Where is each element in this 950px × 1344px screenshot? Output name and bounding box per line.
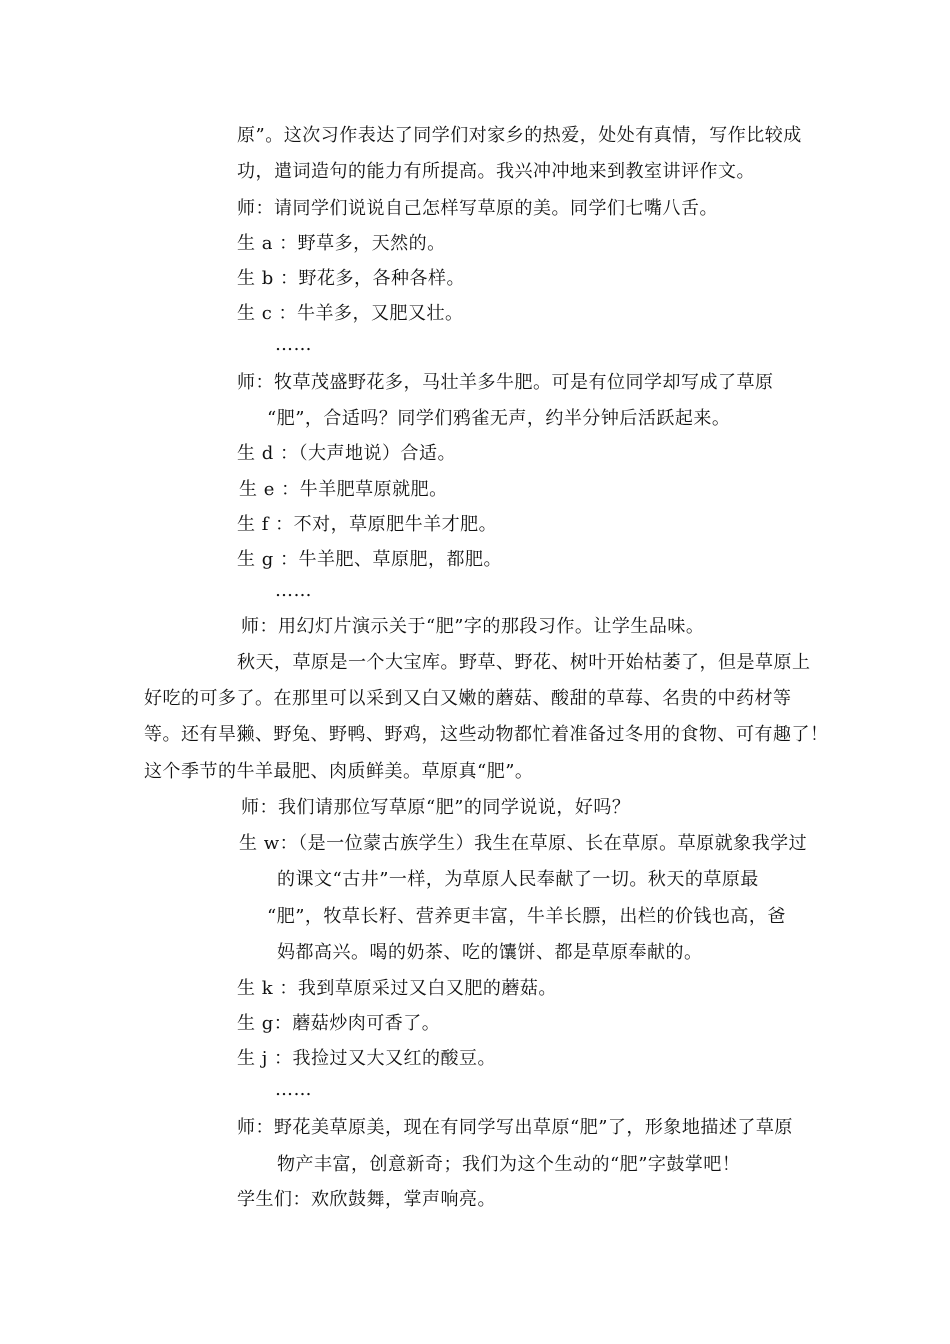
text-line: “肥”，合适吗？同学们鸦雀无声，约半分钟后活跃起来。 (267, 408, 731, 429)
text-line: 这个季节的牛羊最肥、肉质鲜美。草原真“肥”。 (144, 761, 534, 782)
text-line: 生 w：（是一位蒙古族学生）我生在草原、长在草原。草原就象我学过 (239, 833, 808, 854)
text-line: 师：用幻灯片演示关于“肥”字的那段习作。让学生品味。 (241, 616, 705, 637)
text-line: 生 g：蘑菇炒肉可香了。 (237, 1013, 441, 1034)
text-line: 秋天，草原是一个大宝库。野草、野花、树叶开始枯萎了，但是草原上 (237, 652, 811, 673)
text-line: 师：野花美草原美，现在有同学写出草原“肥”了，形象地描述了草原 (237, 1117, 793, 1138)
text-line: 妈都高兴。喝的奶茶、吃的馕饼、都是草原奉献的。 (277, 942, 703, 963)
text-line: 生 a ：野草多，天然的。 (237, 233, 446, 254)
text-line: 的课文“古井”一样，为草原人民奉献了一切。秋天的草原最 (277, 869, 759, 890)
text-line: 师：牧草茂盛野花多，马壮羊多牛肥。可是有位同学却写成了草原 (237, 372, 774, 393)
text-line: 生 f ：不对，草原肥牛羊才肥。 (237, 514, 498, 535)
text-line: 师：我们请那位写草原“肥”的同学说说，好吗？ (241, 797, 631, 818)
text-line: 生 k ：我到草原采过又白又肥的蘑菇。 (237, 978, 557, 999)
text-line: 等。还有旱獭、野兔、野鸭、野鸡，这些动物都忙着准备过冬用的食物、可有趣了！ (144, 724, 829, 745)
text-line: 物产丰富，创意新奇；我们为这个生动的“肥”字鼓掌吧！ (277, 1154, 741, 1175)
text-line: 生 g ：牛羊肥、草原肥，都肥。 (237, 549, 502, 570)
ellipsis: …… (275, 580, 312, 601)
ellipsis: …… (275, 334, 312, 355)
text-line: 师：请同学们说说自己怎样写草原的美。同学们七嘴八舌。 (237, 198, 718, 219)
ellipsis: …… (275, 1079, 312, 1100)
text-line: 好吃的可多了。在那里可以采到又白又嫩的蘑菇、酸甜的草莓、名贵的中药材等 (144, 688, 792, 709)
text-line: 生 j ：我捡过又大又红的酸豆。 (237, 1048, 497, 1069)
text-line: 生 c ：牛羊多，又肥又壮。 (237, 303, 464, 324)
text-line: 生 e ：牛羊肥草原就肥。 (239, 479, 448, 500)
text-line: 生 d ：（大声地说）合适。 (237, 443, 456, 464)
text-line: “肥”，牧草长籽、营养更丰富，牛羊长膘，出栏的价钱也高，爸 (267, 906, 786, 927)
text-line: 功，遣词造句的能力有所提高。我兴冲冲地来到教室讲评作文。 (237, 161, 755, 182)
text-line: 生 b ：野花多，各种各样。 (237, 268, 465, 289)
text-line: 原”。这次习作表达了同学们对家乡的热爱，处处有真情，写作比较成 (237, 125, 802, 146)
text-line: 学生们：欢欣鼓舞，掌声响亮。 (237, 1189, 496, 1210)
